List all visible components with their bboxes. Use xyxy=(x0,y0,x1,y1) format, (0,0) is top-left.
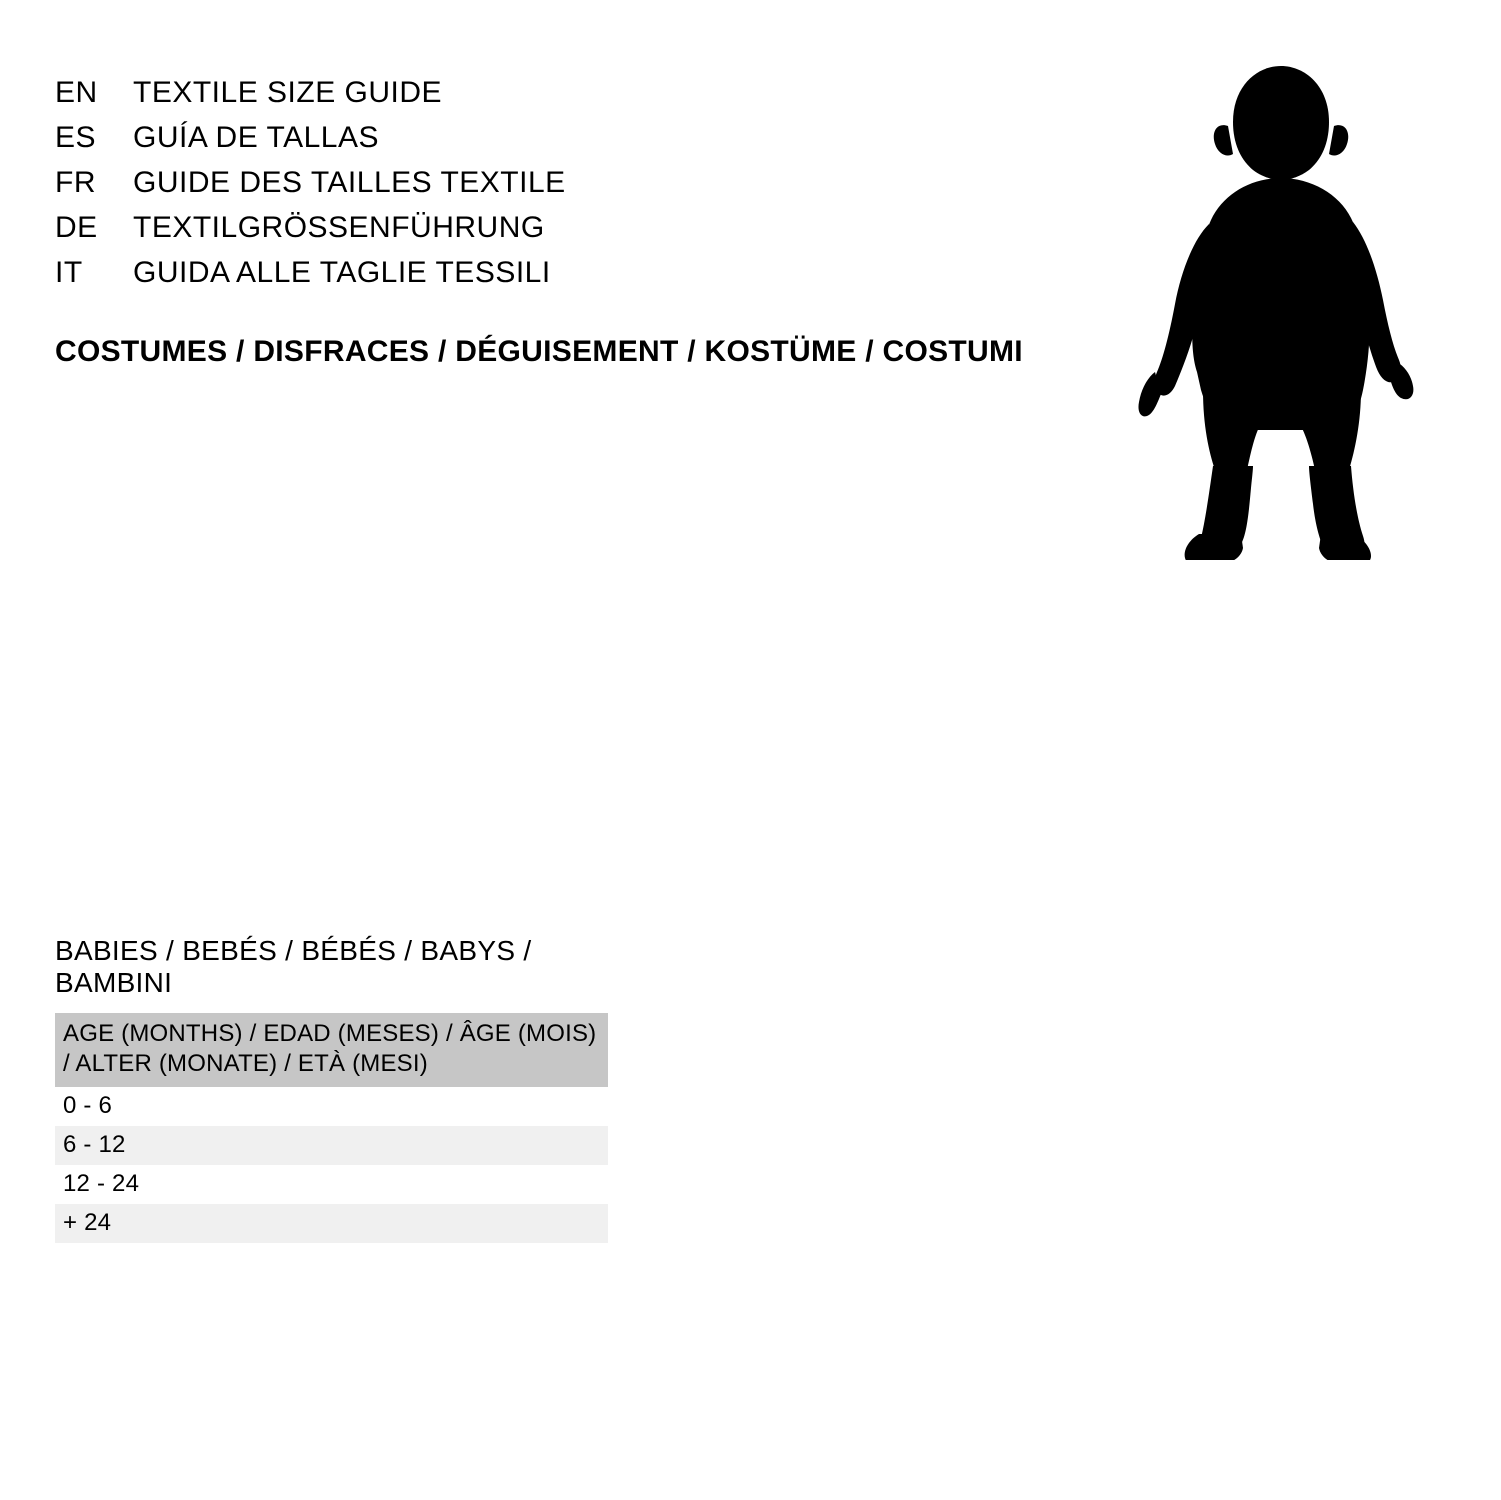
age-value: 0 - 6 xyxy=(55,1087,608,1126)
language-text-it: GUIDA ALLE TAGLIE TESSILI xyxy=(133,256,551,289)
babies-size-table xyxy=(55,1013,608,1243)
language-text-en: TEXTILE SIZE GUIDE xyxy=(133,76,443,109)
babies-size-section xyxy=(55,935,615,1243)
language-text-de: TEXTILGRÖSSENFÜHRUNG xyxy=(133,211,545,244)
age-value: + 24 xyxy=(55,1204,608,1243)
table-row xyxy=(55,1126,608,1165)
language-text-es: GUÍA DE TALLAS xyxy=(133,121,379,154)
table-row xyxy=(55,1165,608,1204)
language-title-list xyxy=(55,76,955,301)
language-row-fr xyxy=(55,166,955,211)
language-row-en xyxy=(55,76,955,121)
age-value: 6 - 12 xyxy=(55,1126,608,1165)
table-header-row xyxy=(55,1013,608,1087)
language-code-fr: FR xyxy=(55,166,96,199)
costumes-heading: COSTUMES / DISFRACES / DÉGUISEMENT / KOSTÜME / COSTUMI xyxy=(55,335,1023,368)
age-value: 12 - 24 xyxy=(55,1165,608,1204)
table-row xyxy=(55,1087,608,1126)
toddler-silhouette-icon xyxy=(1105,60,1445,560)
language-text-fr: GUIDE DES TAILLES TEXTILE xyxy=(133,166,566,199)
column-header-age: AGE (MONTHS) / EDAD (MESES) / ÂGE (MOIS) / ALTER (MONATE) / ETÀ (MESI) xyxy=(55,1013,608,1087)
language-code-it: IT xyxy=(55,256,83,289)
language-row-it xyxy=(55,256,955,301)
table-row xyxy=(55,1204,608,1243)
language-row-de xyxy=(55,211,955,256)
language-code-de: DE xyxy=(55,211,98,244)
language-code-en: EN xyxy=(55,76,98,109)
language-code-es: ES xyxy=(55,121,97,154)
babies-section-title: BABIES / BEBÉS / BÉBÉS / BABYS / BAMBINI xyxy=(55,935,532,998)
language-row-es xyxy=(55,121,955,166)
